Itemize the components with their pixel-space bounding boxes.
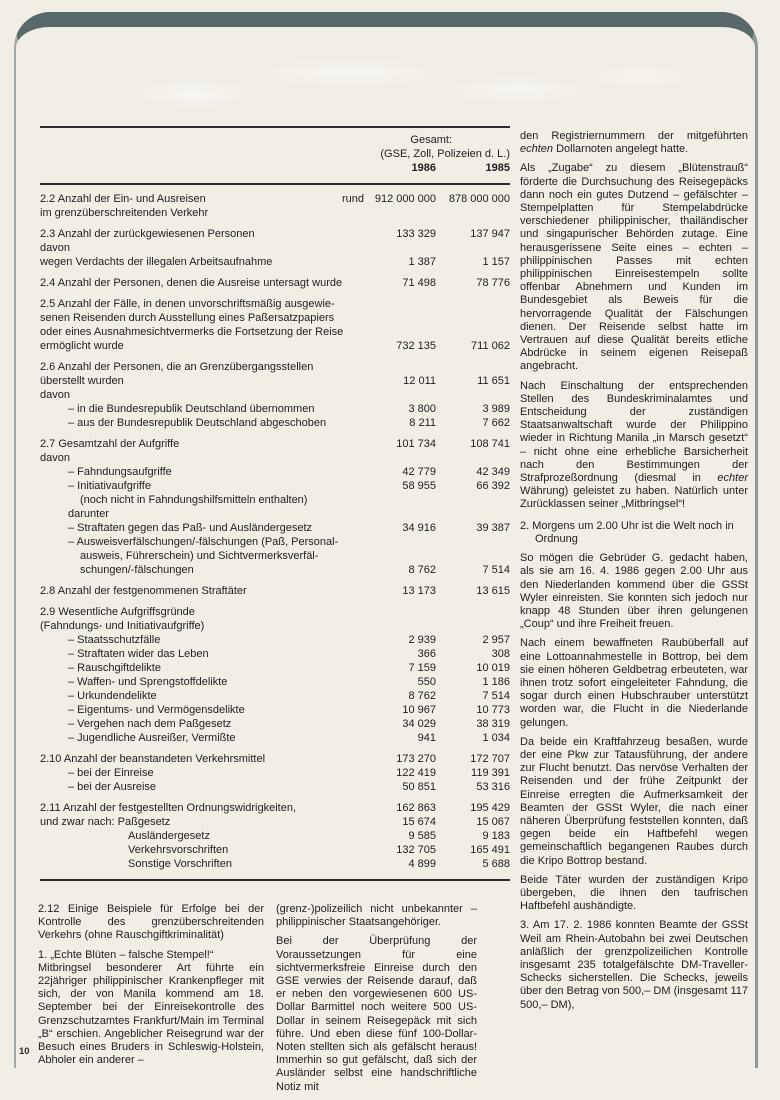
- table-row: [40, 647, 510, 661]
- value-1985: 10 019: [476, 662, 510, 674]
- row-label-line: ermöglicht wurde: [40, 340, 124, 352]
- table-row: [40, 521, 510, 535]
- row-label-line: 2.5 Anzahl der Fälle, in denen unvorschriftsmäßig ausgewie-: [40, 298, 335, 310]
- value-1986: 13 173: [402, 585, 436, 597]
- row-label-line: – Straftaten wider das Leben: [68, 648, 209, 660]
- table-row: [40, 227, 510, 241]
- row-label: [40, 619, 334, 633]
- value-1985: 7 514: [482, 564, 510, 576]
- row-label: [40, 605, 334, 619]
- table-row: [40, 388, 510, 402]
- row-label-line: 2.2 Anzahl der Ein- und Ausreisen: [40, 193, 206, 205]
- value-prefix: rund: [341, 193, 364, 205]
- table-year-columns: [40, 161, 510, 176]
- value-1985: 2 957: [482, 634, 510, 646]
- table-row: [40, 255, 510, 269]
- value-1985: 1 157: [482, 256, 510, 268]
- row-label-line: Verkehrsvorschriften: [128, 844, 229, 856]
- row-label: [40, 479, 334, 493]
- value-1985: 38 319: [476, 718, 510, 730]
- value-1986: 2 939: [408, 634, 436, 646]
- row-label: [40, 276, 343, 290]
- row-label: [40, 437, 334, 451]
- row-label: [40, 584, 334, 598]
- paragraph: Nach Einschaltung der entsprechenden Stellen des Bundeskriminalamtes und Entscheidung der zuständigen Staatsanwaltschaft wurde der Philippino wieder in Richtung Manila „in Marsch gesetzt“ – nicht ohne eine erhebliche Barsicherheit nach den Bestimmungen der Strafprozeßordnung (diesmal in echter Währung) geleistet zu haben. Natürlich unter Zurücklassen seiner „Mitbringsel“!: [520, 379, 748, 511]
- value-1985: 1 186: [482, 676, 510, 688]
- table-row: [40, 241, 510, 255]
- statistics-table: [40, 126, 510, 881]
- paragraph: Nach einem bewaffneten Raubüberfall auf eine Lottoannahmestelle in Bottrop, bei dem sie einen höheren Geldbetrag erbeuteten, war ihnen trotz sofort eingeleiteter Fahndung, die sogar durch einen Hubschrauber unterstützt worden war, die Flucht in die Niederlande gelungen.: [520, 637, 748, 729]
- value-1985: 119 391: [471, 767, 510, 779]
- row-label-line: (Fahndungs- und Initiativaufgriffe): [40, 620, 205, 632]
- value-1985: 11 651: [477, 375, 510, 387]
- value-1986: 1 387: [408, 256, 436, 268]
- row-label-line: (noch nicht in Fahndungshilfsmitteln enthalten): [80, 494, 308, 506]
- table-bottom-rule: [40, 879, 510, 881]
- value-1985: 1 034: [482, 732, 510, 744]
- table-header: [40, 128, 510, 180]
- paragraph: Mitbringsel besonderer Art führte ein 22jähriger philippinischer Krankenpfleger mit sich, der von Manila kommend am 18. September bei der Einreisekontrolle des Grenzschutzamtes Frankfurt/Main im Terminal „B“ erschien. Angeblicher Reisegrund war der Besuch eines Bruders in Schleswig-Holstein, Abholer ein anderer –: [38, 961, 264, 1067]
- row-label-line: 2.11 Anzahl der festgestellten Ordnungswidrigkeiten,: [40, 802, 297, 814]
- row-label: [40, 521, 334, 535]
- row-label: [40, 647, 334, 661]
- table-row: [40, 829, 510, 843]
- value-1986: 162 863: [396, 802, 436, 814]
- value-1986: 15 674: [402, 816, 436, 828]
- value-1985: 137 947: [470, 228, 510, 240]
- row-label: [40, 731, 334, 745]
- value-1985: 10 773: [476, 704, 510, 716]
- row-label: [40, 633, 334, 647]
- table-row: [40, 437, 510, 451]
- table-rows: [40, 185, 510, 871]
- value-1986: 550: [417, 676, 436, 688]
- row-label-line: – Fahndungsaufgriffe: [68, 466, 172, 478]
- row-label: [40, 857, 334, 871]
- row-label: [40, 815, 334, 829]
- row-label-line: im grenzüberschreitenden Verkehr: [40, 207, 209, 219]
- row-label-line: – Jugendliche Ausreißer, Vermißte: [68, 732, 236, 744]
- row-label: [40, 766, 334, 780]
- value-1985: 308: [491, 648, 510, 660]
- value-1986: 7 159: [408, 662, 436, 674]
- paragraph: 3. Am 17. 2. 1986 konnten Beamte der GSSt Weil am Rhein-Autobahn bei zwei Deutschen anläßlich der grenzpolizeilichen Kontrolle insgesamt 235 totalgefälschte DM-Traveller-Schecks sicherstellen. Die Schecks, jeweils über den Betrag von 500,– DM (insgesamt 117 500,– DM),: [520, 919, 748, 1011]
- table-row: [40, 416, 510, 430]
- paragraph: 2.12 Einige Beispiele für Erfolge bei der Kontrolle des grenzüberschreitenden Verkehrs (ohne Rauschgiftkriminalität): [38, 903, 264, 942]
- column-header-1986: 1986: [411, 162, 436, 174]
- value-1986: 133 329: [396, 228, 436, 240]
- row-label-line: überstellt wurden: [40, 375, 124, 387]
- row-label-line: oder eines Ausnahmesichtvermerks die Fortsetzung der Reise: [40, 326, 344, 338]
- paragraph: Bei der Überprüfung der Voraussetzungen für eine sichtvermerksfreie Einreise durch den GSE verwies der Reisende darauf, daß er neben den vorgewiesenen 600 US-Dollar Barmittel noch weitere 500 US-Dollar in seinem Reisegepäck mit sich führe. Und eben diese fünf 100-Dollar-Noten stellten sich als gefälscht heraus! Immerhin so gut gefälscht, daß sich der Ausländer selbst eine handschriftliche Notiz mit: [276, 935, 477, 1093]
- bottom-left-text-column: [38, 903, 264, 1067]
- table-row: [40, 801, 510, 815]
- table-row: [40, 451, 510, 465]
- value-1986: 732 135: [396, 340, 436, 352]
- value-1986: 122 419: [396, 767, 436, 779]
- row-label-line: 2.8 Anzahl der festgenommenen Straftäter: [40, 585, 247, 597]
- value-1986: 58 955: [402, 480, 436, 492]
- row-label-line: – aus der Bundesrepublik Deutschland abgeschoben: [68, 417, 327, 429]
- value-1985: 42 349: [476, 466, 510, 478]
- table-row: [40, 507, 510, 521]
- spacer: [40, 161, 364, 176]
- row-label-line: 2.6 Anzahl der Personen, die an Grenzübergangsstellen: [40, 361, 314, 373]
- table-row: [40, 766, 510, 780]
- row-label: [40, 507, 334, 521]
- row-label-line: davon: [40, 452, 70, 464]
- value-1986: 8 211: [409, 417, 436, 429]
- value-1986: 3 800: [408, 403, 436, 415]
- value-1985: 9 183: [482, 830, 510, 842]
- table-row: [40, 297, 510, 353]
- value-1985: 66 392: [476, 480, 510, 492]
- value-1986: 50 851: [402, 781, 436, 793]
- value-1986: 912 000 000: [374, 193, 436, 205]
- row-label-line: wegen Verdachts der illegalen Arbeitsaufnahme: [40, 256, 273, 268]
- row-label-line: davon: [40, 242, 70, 254]
- value-1986: 42 779: [402, 466, 436, 478]
- value-1985: 53 316: [476, 781, 510, 793]
- table-row: [40, 731, 510, 745]
- row-label-line: senen Reisenden durch Ausstellung eines Paßersatzpapiers: [40, 312, 335, 324]
- table-row: [40, 689, 510, 703]
- table-row: [40, 857, 510, 871]
- table-row: [40, 605, 510, 619]
- value-1986: 101 734: [396, 438, 436, 450]
- row-label: [40, 703, 334, 717]
- row-label: [40, 829, 334, 843]
- value-1986: 10 967: [402, 704, 436, 716]
- value-1985: 7 662: [482, 417, 510, 429]
- paragraph: So mögen die Gebrüder G. gedacht haben, als sie am 16. 4. 1986 gegen 2.00 Uhr aus den Niederlanden kommend über die GSSt Wyler einreisten. Sie konnten sich jedoch nur knapp 48 Stunden über ihren gelungenen „Coup“ und ihre Freiheit freuen.: [520, 552, 748, 631]
- row-label-line: Sonstige Vorschriften: [128, 858, 232, 870]
- row-label-line: – Eigentums- und Vermögensdelikte: [68, 704, 245, 716]
- value-1986: 8 762: [408, 564, 436, 576]
- row-label-line: – Ausweisverfälschungen/-fälschungen (Paß, Personal-: [68, 536, 339, 548]
- bottom-middle-text-column: [276, 903, 477, 1094]
- page-showthrough: [70, 46, 690, 114]
- value-1985: 39 387: [476, 522, 510, 534]
- paragraph: Beide Täter wurden der zuständigen Kripo übergeben, die ihnen den taufrischen Haftbefehl aushändigte.: [520, 873, 748, 913]
- row-label-line: – in die Bundesrepublik Deutschland übernommen: [68, 403, 315, 415]
- table-row: [40, 535, 510, 577]
- row-label: [40, 717, 334, 731]
- row-label: [40, 465, 334, 479]
- row-label-line: schungen/-fälschungen: [80, 564, 194, 576]
- paragraph: 1. „Echte Blüten – falsche Stempel!“: [38, 948, 214, 961]
- row-label: [40, 661, 334, 675]
- row-label-line: und zwar nach: Paßgesetz: [40, 816, 171, 828]
- table-row: [40, 717, 510, 731]
- table-row: [40, 675, 510, 689]
- value-1985: 195 429: [470, 802, 510, 814]
- row-label-line: 2.7 Gesamtzahl der Aufgriffe: [40, 438, 180, 450]
- row-label-line: – Initiativaufgriffe: [68, 480, 151, 492]
- table-row: [40, 661, 510, 675]
- value-1986: 173 270: [396, 753, 436, 765]
- value-1986: 34 916: [402, 522, 436, 534]
- value-1985: 78 776: [476, 277, 510, 289]
- table-row: [40, 584, 510, 598]
- value-1986: 366: [417, 648, 436, 660]
- table-header-subtitle: (GSE, Zoll, Polizeien d. L.): [380, 148, 510, 160]
- table-row: [40, 276, 510, 290]
- row-label: [40, 402, 334, 416]
- row-label: [40, 360, 334, 388]
- row-label-line: – Vergehen nach dem Paßgesetz: [68, 718, 232, 730]
- row-label-line: – bei der Ausreise: [68, 781, 157, 793]
- value-1986: 8 762: [408, 690, 436, 702]
- row-label-line: – Straftaten gegen das Paß- und Ausländergesetz: [68, 522, 312, 534]
- row-label-line: – Staatsschutzfälle: [68, 634, 161, 646]
- right-text-column: [520, 130, 748, 1012]
- column-header-1985: 1985: [485, 162, 510, 174]
- row-label-line: Ausländergesetz: [128, 830, 210, 842]
- paragraph: 2. Morgens um 2.00 Uhr ist die Welt noch in Ordnung: [520, 519, 734, 545]
- row-label-line: ausweis, Führerschein) und Sichtvermerksverfäl-: [80, 550, 319, 562]
- value-1985: 172 707: [470, 753, 510, 765]
- paragraph: den Registriernummern der mitgeführten echten Dollarnoten angelegt hatte.: [520, 130, 748, 156]
- page-number: 10: [19, 1046, 30, 1057]
- row-label: [40, 535, 339, 577]
- table-row: [40, 815, 510, 829]
- row-label: [40, 752, 334, 766]
- row-label: [40, 780, 334, 794]
- row-label: [40, 416, 334, 430]
- table-row: [40, 402, 510, 416]
- row-label: [40, 192, 334, 220]
- value-1985: 5 688: [482, 858, 510, 870]
- row-label-line: davon: [40, 389, 70, 401]
- row-label: [40, 388, 334, 402]
- row-label-line: – Rauschgiftdelikte: [68, 662, 161, 674]
- value-1985: 13 615: [476, 585, 510, 597]
- table-row: [40, 843, 510, 857]
- value-1986: 4 899: [408, 858, 436, 870]
- row-label-line: – bei der Einreise: [68, 767, 154, 779]
- paragraph: (grenz-)polizeilich nicht unbekannter – philippinischer Staatsangehöriger.: [276, 903, 477, 929]
- row-label-line: darunter: [68, 508, 109, 520]
- value-1986: 132 705: [396, 844, 436, 856]
- table-row: [40, 465, 510, 479]
- table-row: [40, 780, 510, 794]
- value-1986: 34 029: [402, 718, 436, 730]
- row-label: [40, 451, 334, 465]
- table-row: [40, 493, 510, 507]
- row-label: [40, 297, 344, 353]
- row-label: [40, 689, 334, 703]
- table-header-title: Gesamt:: [410, 134, 452, 146]
- row-label: [40, 255, 334, 269]
- table-row: [40, 192, 510, 220]
- table-row: [40, 360, 510, 388]
- value-1985: 711 062: [471, 340, 510, 352]
- value-1985: 7 514: [482, 690, 510, 702]
- row-label: [40, 493, 334, 507]
- row-label: [40, 675, 334, 689]
- row-label-line: – Waffen- und Sprengstoffdelikte: [68, 676, 228, 688]
- value-1985: 878 000 000: [448, 193, 510, 205]
- table-row: [40, 619, 510, 633]
- table-row: [40, 479, 510, 493]
- row-label-line: – Urkundendelikte: [68, 690, 157, 702]
- value-1986: 12 011: [403, 375, 436, 387]
- paragraph: Als „Zugabe“ zu diesem „Blütenstrauß“ förderte die Durchsuchung des Reisegepäcks dann noch ein gutes Dutzend – gefälschter – Stempelplatten für Stempelabdrücke verschiedener philippinischer, thailändischer und singapurischer Behörden zutage. Eine herausgerissene Seite eines – echten – philippinischen Passes mit echten philippinischen Einreisestempeln sollte offenbar Abnehmern und Kunden im Bundesgebiet als Beweis für die hervorragende Qualität der Fälschungen dienen. Der Reisende selbst hatte im Vertrauen auf diese Qualität bereits etliche Abdrücke in seinem eigenen Reisepaß angebracht.: [520, 162, 748, 373]
- table-row: [40, 703, 510, 717]
- value-1986: 9 585: [408, 830, 436, 842]
- row-label-line: 2.9 Wesentliche Aufgriffsgründe: [40, 606, 195, 618]
- row-label: [40, 241, 334, 255]
- value-1986: 71 498: [402, 277, 436, 289]
- table-row: [40, 633, 510, 647]
- row-label: [40, 843, 334, 857]
- value-1985: 108 741: [470, 438, 510, 450]
- value-1985: 3 989: [482, 403, 510, 415]
- value-1985: 165 491: [470, 844, 510, 856]
- value-1985: 15 067: [476, 816, 510, 828]
- row-label-line: 2.10 Anzahl der beanstandeten Verkehrsmittel: [40, 753, 266, 765]
- row-label-line: 2.3 Anzahl der zurückgewiesenen Personen: [40, 228, 255, 240]
- row-label: [40, 801, 334, 815]
- paragraph: Da beide ein Kraftfahrzeug besaßen, wurde der eine Pkw zur Tatausführung, der andere zur Flucht benutzt. Das nervöse Verhalten der Reisenden und der frühe Zeitpunkt der Einreise erregten die Aufmerksamkeit der Beamten der GSSt Wyler, die nach einer näheren Überprüfung feststellen konnten, daß gegen beide ein Haftbefehl wegen gemeinschaftlich begangenen Raubes durch die Kripo Bottrop bestand.: [520, 735, 748, 867]
- row-label-line: 2.4 Anzahl der Personen, denen die Ausreise untersagt wurde: [40, 277, 343, 289]
- table-row: [40, 752, 510, 766]
- row-label: [40, 227, 334, 241]
- value-1986: 941: [417, 732, 436, 744]
